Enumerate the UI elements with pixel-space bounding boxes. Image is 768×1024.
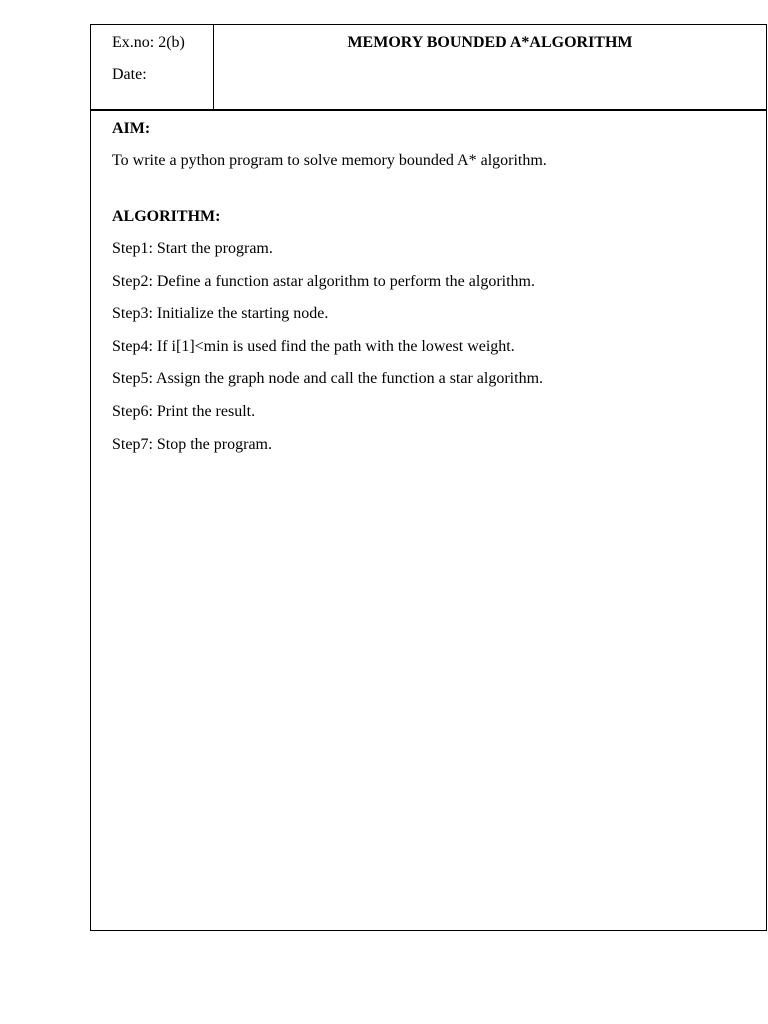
- algorithm-steps-list: [112, 239, 756, 455]
- document-frame: [90, 24, 767, 931]
- algorithm-heading: ALGORITHM:: [112, 208, 221, 225]
- aim-heading: AIM:: [112, 120, 151, 137]
- algorithm-step: Step6: Print the result.: [112, 402, 256, 420]
- algorithm-step: Step3: Initialize the starting node.: [112, 305, 329, 323]
- exercise-number: Ex.no: 2(b): [112, 34, 185, 51]
- algorithm-step: Step7: Stop the program.: [112, 435, 272, 453]
- header-table: [91, 25, 766, 111]
- algorithm-step: Step5: Assign the graph node and call the function a star algorithm.: [112, 370, 544, 388]
- algorithm-step: Step1: Start the program.: [112, 240, 273, 257]
- document-body: [112, 119, 756, 467]
- aim-text: To write a python program to solve memory bounded A* algorithm.: [112, 152, 547, 169]
- header-info-cell: [91, 25, 214, 109]
- date-label: Date:: [112, 66, 147, 83]
- algorithm-step: Step4: If i[1]<min is used find the path with the lowest weight.: [112, 337, 515, 355]
- document-title: MEMORY BOUNDED A*ALGORITHM: [347, 34, 633, 51]
- algorithm-step: Step2: Define a function astar algorithm to perform the algorithm.: [112, 272, 535, 290]
